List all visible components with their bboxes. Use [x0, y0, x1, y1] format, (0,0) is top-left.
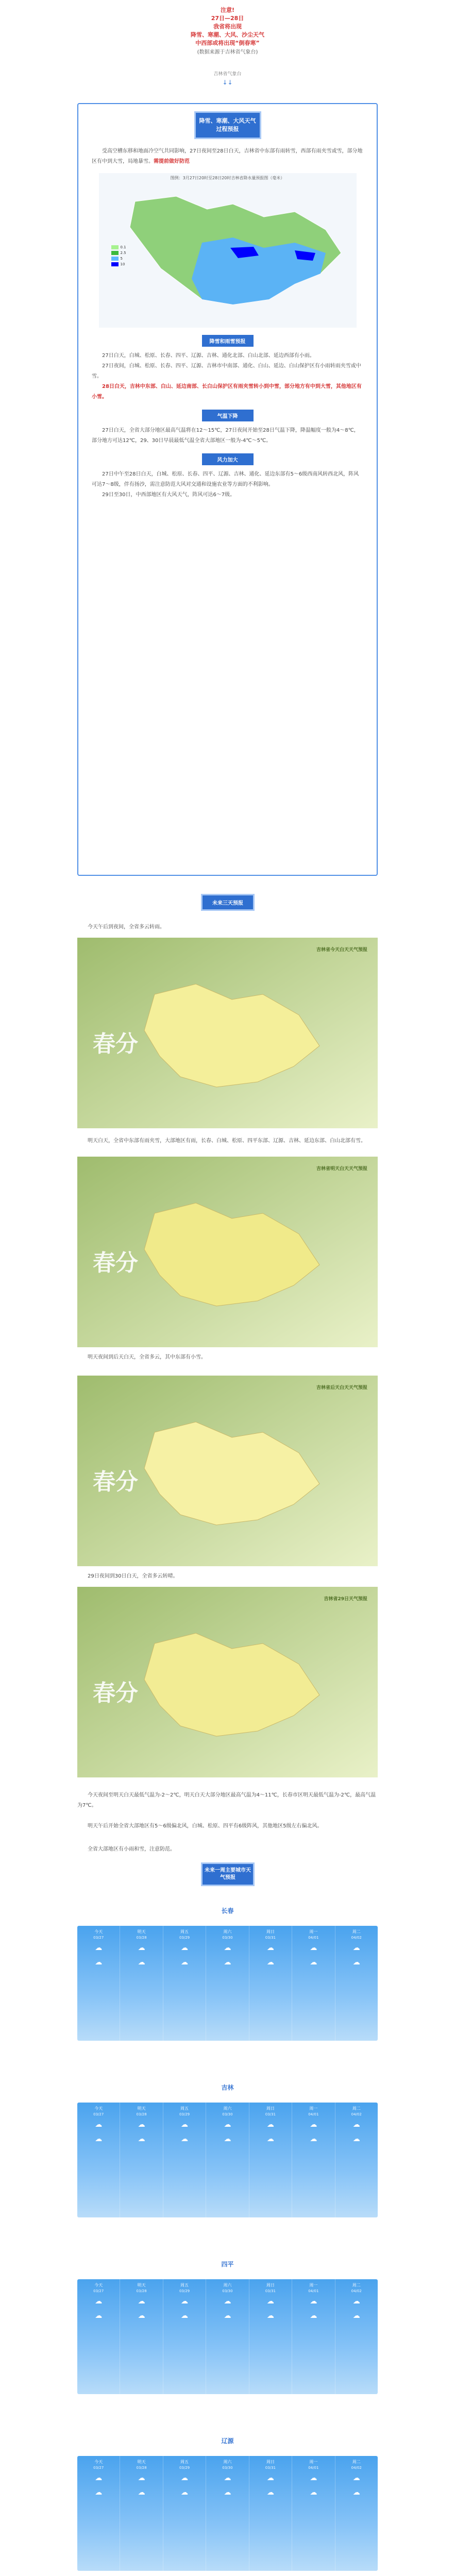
- forecast-date: 03/30: [222, 2466, 233, 2470]
- forecast-day: 周六: [223, 2106, 232, 2111]
- jilin-map-shape: [99, 181, 357, 325]
- forecast-date: 03/27: [93, 2289, 104, 2293]
- forecast-day: 今天: [94, 2106, 103, 2111]
- cloud-icon: ☁: [352, 2121, 360, 2129]
- forecast-day: 周日: [266, 1929, 275, 1934]
- forecast-day: 周五: [180, 1929, 189, 1934]
- forecast-date: 04/01: [308, 1936, 319, 1940]
- city-forecast-panel: [77, 2279, 378, 2394]
- cloud-icon: ☁: [138, 2312, 145, 2320]
- forecast-day: 周六: [223, 1929, 232, 1934]
- forecast-day: 周五: [180, 2283, 189, 2287]
- cloud-icon: ☁: [224, 1944, 231, 1952]
- cloud-icon: ☁: [310, 2312, 317, 2320]
- cloud-icon: ☁: [266, 1958, 274, 1967]
- weather-map-2: [77, 1157, 378, 1347]
- cloud-icon: ☁: [266, 2297, 274, 2306]
- cloud-icon: ☁: [310, 1944, 317, 1952]
- header-date: 27日—28日: [211, 15, 244, 22]
- map-title: 吉林省明天白天天气预报: [316, 1166, 367, 1172]
- forecast-date: 03/28: [136, 1936, 147, 1940]
- cloud-icon: ☁: [224, 2297, 231, 2306]
- cloud-icon: ☁: [138, 2135, 145, 2143]
- forecast-date: 04/02: [351, 2289, 362, 2293]
- forecast-date: 03/31: [265, 1936, 276, 1940]
- forecast-day: 明天: [137, 2283, 146, 2287]
- maps-intro-1: 今天午后到夜间，全省多云转雨。: [88, 924, 165, 930]
- forecast-date: 03/27: [93, 2112, 104, 2116]
- cloud-icon: ☁: [310, 2474, 317, 2482]
- legend-item: 2.5: [111, 251, 126, 255]
- forecast-day-column: [292, 2456, 335, 2571]
- forecast-day: 周二: [352, 2106, 361, 2111]
- cloud-icon: ☁: [224, 2474, 231, 2482]
- map-caption: 图例：3月27日20时至28日20时吉林省降水量预报图（毫米）: [170, 176, 285, 180]
- forecast-date: 03/30: [222, 1936, 233, 1940]
- forecast-date: 04/02: [351, 1936, 362, 1940]
- forecast-day-column: [163, 2279, 206, 2394]
- cloud-icon: ☁: [181, 1958, 189, 1967]
- header-sub: (数据来源于吉林省气象台): [197, 49, 258, 55]
- forecast-day-column: [335, 2103, 378, 2217]
- forecast-day-column: [292, 2279, 335, 2394]
- cloud-icon: ☁: [138, 2297, 145, 2306]
- forecast-day-column: [77, 2456, 120, 2571]
- cloud-icon: ☁: [310, 2135, 317, 2143]
- forecast-day-column: [249, 2456, 292, 2571]
- map-title: 吉林省29日天气预报: [324, 1597, 367, 1602]
- forecast-day-column: [120, 2279, 163, 2394]
- city-name: 长春: [221, 1907, 234, 1914]
- forecast-date: 03/30: [222, 2112, 233, 2116]
- cloud-icon: ☁: [181, 1944, 189, 1952]
- forecast-date: 04/02: [351, 2466, 362, 2470]
- cloud-icon: ☁: [266, 1944, 274, 1952]
- forecast-date: 03/29: [179, 2289, 190, 2293]
- cloud-icon: ☁: [181, 2312, 189, 2320]
- cloud-icon: ☁: [310, 2297, 317, 2306]
- forecast-day-column: [77, 1926, 120, 2041]
- cloud-icon: ☁: [95, 1958, 103, 1967]
- cloud-icon: ☁: [138, 2488, 145, 2497]
- forecast-day: 周二: [352, 2460, 361, 2464]
- forecast-day-column: [206, 2279, 249, 2394]
- season-stamp: 春分: [93, 1680, 138, 1706]
- forecast-date: 04/01: [308, 2289, 319, 2293]
- cold-tag: 气温下降: [202, 410, 254, 421]
- city-forecast-panel: [77, 1926, 378, 2041]
- cloud-icon: ☁: [224, 2135, 231, 2143]
- forecast-day: 周二: [352, 2283, 361, 2287]
- season-stamp: 春分: [93, 1469, 138, 1495]
- down-arrow-icon: ↓↓: [222, 79, 233, 86]
- forecast-day-column: [249, 2103, 292, 2217]
- forecast-date: 03/29: [179, 2466, 190, 2470]
- cloud-icon: ☁: [224, 2488, 231, 2497]
- snow-tag: 降雪和雨雪预报: [202, 335, 254, 347]
- forecast-day: 周一: [309, 2106, 318, 2111]
- forecast-day-column: [206, 2103, 249, 2217]
- forecast-date: 03/28: [136, 2289, 147, 2293]
- city-forecast-panel: [77, 2456, 378, 2571]
- map-title: 吉林省后天白天天气预报: [316, 1385, 367, 1391]
- forecast-date: 03/31: [265, 2289, 276, 2293]
- forecast-date: 03/28: [136, 2112, 147, 2116]
- forecast-date: 03/27: [93, 1936, 104, 1940]
- forecast-day-column: [77, 2279, 120, 2394]
- future-section-header: 未来三天预报: [201, 894, 255, 911]
- cloud-icon: ☁: [138, 2474, 145, 2482]
- forecast-day-column: [335, 2279, 378, 2394]
- header-line3: 我省将出现: [213, 23, 242, 30]
- forecast-date: 03/29: [179, 1936, 190, 1940]
- forecast-day-column: [163, 1926, 206, 2041]
- cloud-icon: ☁: [352, 2297, 360, 2306]
- season-stamp: 春分: [93, 1031, 138, 1057]
- forecast-day-column: [335, 2456, 378, 2571]
- forecast-day-column: [206, 2456, 249, 2571]
- cloud-icon: ☁: [352, 1958, 360, 1967]
- forecast-day: 周日: [266, 2106, 275, 2111]
- city-section-header: 未来一周主要城市天气预报: [201, 1862, 255, 1886]
- legend-item: 5: [111, 257, 126, 261]
- cloud-icon: ☁: [181, 2121, 189, 2129]
- cloud-icon: ☁: [181, 2135, 189, 2143]
- intro-paragraph: [78, 146, 377, 167]
- maps-intro-3: 明天夜间到后天白天，全省多云，其中东部有小雪。: [88, 1354, 206, 1360]
- season-stamp: 春分: [93, 1250, 138, 1276]
- cloud-icon: ☁: [266, 2312, 274, 2320]
- cloud-icon: ☁: [224, 1958, 231, 1967]
- legend-item: 10: [111, 262, 126, 266]
- cloud-icon: ☁: [224, 2121, 231, 2129]
- forecast-day-column: [249, 1926, 292, 2041]
- cloud-icon: ☁: [95, 2135, 103, 2143]
- cloud-icon: ☁: [266, 2474, 274, 2482]
- forecast-date: 03/31: [265, 2112, 276, 2116]
- legend-item: 0.1: [111, 245, 126, 249]
- header: [0, 0, 455, 86]
- city-forecast-panel: [77, 2103, 378, 2217]
- forecast-day-column: [206, 1926, 249, 2041]
- cloud-icon: ☁: [352, 2488, 360, 2497]
- snow-paragraph-2: 27日夜间，白城、松原、长春、四平、辽源、吉林市中南部、通化、白山、延边、白山保护区有小雨转雨夹雪或中雪。: [92, 363, 361, 379]
- header-line5: 中西部或将出现“倒春寒”: [195, 40, 260, 46]
- cloud-icon: ☁: [95, 1944, 103, 1952]
- cloud-icon: ☁: [138, 1944, 145, 1952]
- cloud-icon: ☁: [352, 2135, 360, 2143]
- forecast-day: 周六: [223, 2460, 232, 2464]
- snow-paragraph-1: 27日白天，白城、松原、长春、四平、辽源、吉林、通化北部、白山北部、延边西部有小雨。: [102, 353, 315, 359]
- intro-text: 受高空槽东移和地面冷空气共同影响，27日夜间至28日白天，吉林省中东部有雨转雪，西部有雨夹雪或雪，部分地区有中到大雪，局地暴雪。: [92, 148, 363, 164]
- cloud-icon: ☁: [352, 1944, 360, 1952]
- forecast-date: 03/31: [265, 2466, 276, 2470]
- cloud-icon: ☁: [310, 2121, 317, 2129]
- forecast-day: 明天: [137, 1929, 146, 1934]
- intro-highlight: 需提前做好防范: [154, 159, 190, 164]
- header-notice: 注意!: [220, 7, 235, 13]
- cloud-icon: ☁: [352, 2312, 360, 2320]
- forecast-day: 今天: [94, 2460, 103, 2464]
- forecast-day: 明天: [137, 2106, 146, 2111]
- card-title: 降雪、寒潮、大风天气过程预报: [194, 111, 261, 139]
- forecast-date: 03/28: [136, 2466, 147, 2470]
- forecast-day-column: [120, 2103, 163, 2217]
- cloud-icon: ☁: [181, 2488, 189, 2497]
- weather-map-3: [77, 1376, 378, 1566]
- header-line4: 降雪、寒潮、大风、沙尘天气: [191, 31, 264, 38]
- cloud-icon: ☁: [266, 2121, 274, 2129]
- forecast-day: 周一: [309, 1929, 318, 1934]
- forecast-day: 周五: [180, 2106, 189, 2111]
- maps-outro-1: 今天夜间至明天白天最低气温为-2～2℃，明天白天大部分地区最高气温为4～11℃，长春市区明天最低气温为-2℃，最高气温为7℃。: [77, 1792, 376, 1808]
- cloud-icon: ☁: [266, 2135, 274, 2143]
- cold-paragraph: 27日白天，全省大部分地区最高气温将在12～15℃，27日夜间开始至28日气温下降，降温幅度一般为4～8℃，部分地方可达12℃，29、30日早晨最低气温全省大部地区一般为-4℃～5℃。: [92, 428, 359, 444]
- wind-tag: 风力加大: [202, 453, 254, 465]
- city-name: 四平: [221, 2261, 234, 2268]
- maps-outro-2: 明天午后开始全省大部地区有5～6级偏北风，白城、松原、四平有6级阵风，其他地区5级左右偏北风。: [88, 1823, 323, 1829]
- forecast-day: 周六: [223, 2283, 232, 2287]
- forecast-day-column: [163, 2103, 206, 2217]
- cloud-icon: ☁: [224, 2312, 231, 2320]
- weather-map-4: [77, 1587, 378, 1777]
- cloud-icon: ☁: [95, 2312, 103, 2320]
- forecast-day: 今天: [94, 1929, 103, 1934]
- precip-map: [99, 173, 357, 328]
- cloud-icon: ☁: [310, 1958, 317, 1967]
- forecast-day-column: [120, 1926, 163, 2041]
- wind-paragraph-1: 27日中午至28日白天，白城、松原、长春、四平、辽源、吉林、通化、延边东部有5～6级西南风转西北风，阵风可达7～8级，伴有扬沙，需注意防范大风对交通和设施农业等方面的不利影响。: [92, 471, 359, 487]
- forecast-day-column: [292, 1926, 335, 2041]
- cloud-icon: ☁: [95, 2121, 103, 2129]
- forecast-day: 周一: [309, 2283, 318, 2287]
- forecast-day: 今天: [94, 2283, 103, 2287]
- forecast-day-column: [335, 1926, 378, 2041]
- forecast-day: 明天: [137, 2460, 146, 2464]
- maps-intro-2: 明天白天，全省中东部有雨夹雪，大部地区有雨，长春、白城、松原、四平东部、辽源、吉林、延边东部、白山北部有雪。: [88, 1138, 366, 1144]
- forecast-date: 03/30: [222, 2289, 233, 2293]
- forecast-date: 04/02: [351, 2112, 362, 2116]
- forecast-day: 周一: [309, 2460, 318, 2464]
- forecast-day-column: [163, 2456, 206, 2571]
- weather-map-1: [77, 938, 378, 1128]
- forecast-day-column: [120, 2456, 163, 2571]
- cloud-icon: ☁: [138, 2121, 145, 2129]
- map-title: 吉林省今天白天天气预报: [316, 947, 367, 953]
- source-text: 吉林省气象台: [213, 72, 242, 77]
- map-legend: [111, 245, 126, 268]
- forecast-day-column: [77, 2103, 120, 2217]
- cloud-icon: ☁: [181, 2474, 189, 2482]
- cloud-icon: ☁: [95, 2297, 103, 2306]
- forecast-day-column: [292, 2103, 335, 2217]
- forecast-card: [77, 103, 378, 876]
- maps-outro-3: 全省大部地区有小雨和雪，注意防范。: [88, 1846, 175, 1852]
- cloud-icon: ☁: [266, 2488, 274, 2497]
- forecast-day: 周二: [352, 1929, 361, 1934]
- city-name: 吉林: [221, 2084, 234, 2091]
- cloud-icon: ☁: [181, 2297, 189, 2306]
- forecast-date: 03/27: [93, 2466, 104, 2470]
- forecast-day: 周日: [266, 2460, 275, 2464]
- cloud-icon: ☁: [352, 2474, 360, 2482]
- cloud-icon: ☁: [310, 2488, 317, 2497]
- forecast-date: 04/01: [308, 2112, 319, 2116]
- forecast-day-column: [249, 2279, 292, 2394]
- wind-paragraph-2: 29日至30日，中西部地区有大风天气，阵风可达6～7级。: [102, 492, 235, 498]
- forecast-date: 03/29: [179, 2112, 190, 2116]
- snow-paragraph-3: 28日白天，吉林中东部、白山、延边南部、长白山保护区有雨夹雪转小到中雪，部分地方有中到大雪，其他地区有小雪。: [92, 384, 362, 400]
- forecast-date: 04/01: [308, 2466, 319, 2470]
- forecast-day: 周五: [180, 2460, 189, 2464]
- maps-intro-4: 29日夜间到30日白天，全省多云转晴。: [88, 1573, 178, 1579]
- cloud-icon: ☁: [95, 2474, 103, 2482]
- cloud-icon: ☁: [95, 2488, 103, 2497]
- city-name: 辽源: [221, 2437, 234, 2445]
- cloud-icon: ☁: [138, 1958, 145, 1967]
- forecast-day: 周日: [266, 2283, 275, 2287]
